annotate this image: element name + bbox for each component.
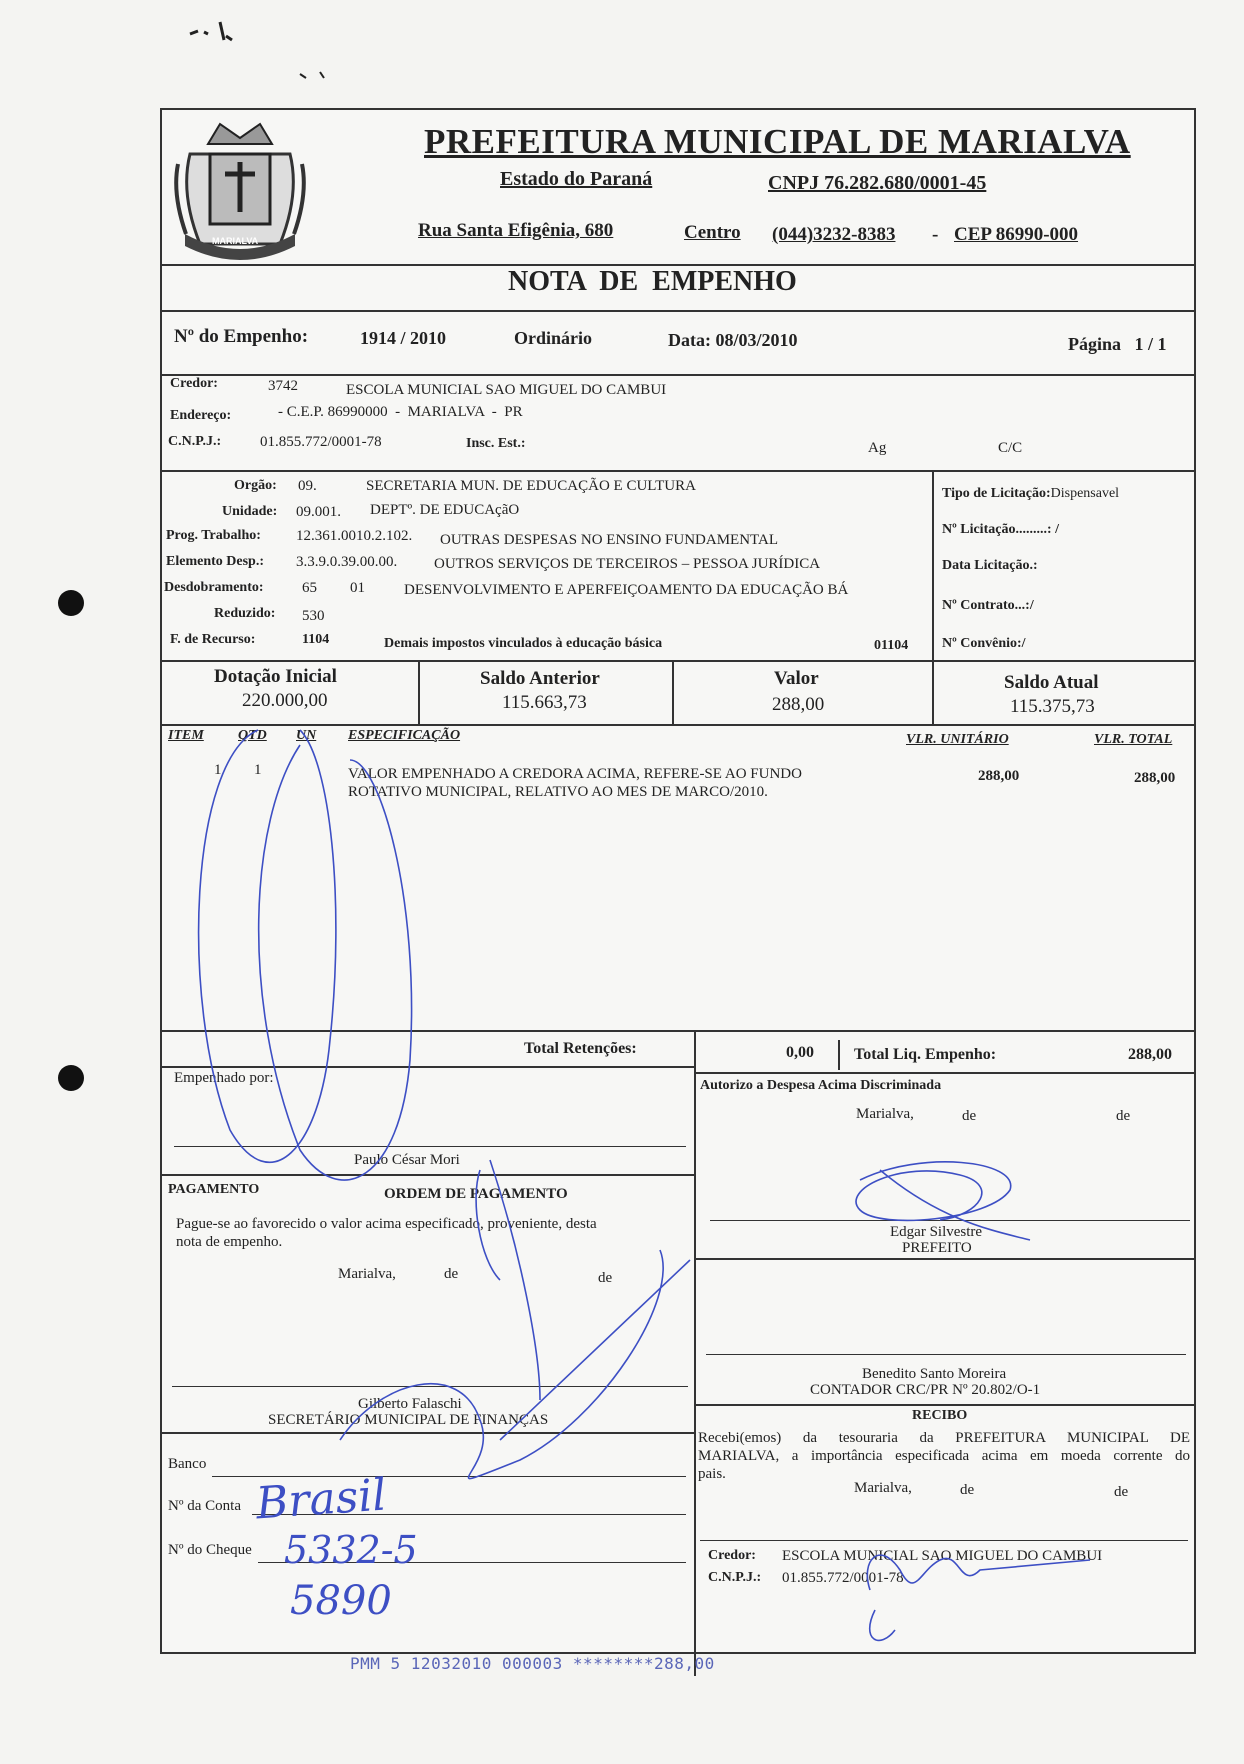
pagamento-place: Marialva, (338, 1266, 396, 1282)
header-title: PREFEITURA MUNICIPAL DE MARIALVA (424, 122, 1131, 161)
pagamento-label: PAGAMENTO (168, 1182, 260, 1197)
recibo-text-line3: pais. (698, 1466, 726, 1482)
recibo-credor-name: ESCOLA MUNICIAL SAO MIGUEL DO CAMBUI (782, 1548, 1103, 1564)
item-qty: 1 (254, 762, 262, 778)
header-cnpj: CNPJ 76.282.680/0001-45 (768, 172, 987, 194)
prog-trabalho-code: 12.361.0010.2.102. (296, 528, 413, 544)
pagamento-de2: de (598, 1270, 613, 1286)
handwritten-account-number: 5332-5 (284, 1528, 418, 1572)
secretario-name: Gilberto Falaschi (358, 1396, 462, 1412)
total-liquido-label: Total Liq. Empenho: (854, 1046, 997, 1063)
item-spec-line1: VALOR EMPENHADO A CREDORA ACIMA, REFERE-SE AO FUNDO (348, 766, 802, 782)
recibo-text-line1: Recebi(emos) da tesouraria da PREFEITURA MUNICIPAL DE (698, 1430, 1190, 1446)
autorizo-de2: de (1116, 1108, 1131, 1124)
credor-code: 3742 (268, 378, 298, 394)
recibo-cnpj-label: C.N.P.J.: (708, 1570, 762, 1585)
credor-label: Credor: (170, 376, 218, 391)
unidade-code: 09.001. (296, 504, 341, 520)
ag-label: Ag (868, 440, 887, 456)
prog-trabalho-name: OUTRAS DESPESAS NO ENSINO FUNDAMENTAL (440, 532, 778, 548)
saldo-anterior-value: 115.663,73 (502, 692, 587, 713)
col-total-header: VLR. TOTAL (1094, 732, 1173, 747)
header-cep: CEP 86990-000 (954, 224, 1079, 245)
address-label: Endereço: (170, 408, 232, 423)
licitacao-type-label: Tipo de Licitação: (942, 486, 1051, 501)
licitacao-number: Nº Licitação.........: / (942, 522, 1059, 537)
banco-label: Banco (168, 1456, 207, 1472)
orgao-code: 09. (298, 478, 317, 494)
autorizo-place: Marialva, (856, 1106, 914, 1122)
document-title: NOTA DE EMPENHO (508, 266, 797, 297)
valor-value: 288,00 (772, 694, 825, 715)
unidade-label: Unidade: (222, 504, 278, 519)
contrato-number: Nº Contrato...:/ (942, 598, 1034, 613)
convenio-number: Nº Convênio:/ (942, 636, 1026, 651)
pagamento-text-line1: Pague-se ao favorecido o valor acima especificado, proveniente, desta (176, 1216, 597, 1232)
address-value: - C.E.P. 86990000 - MARIALVA - PR (278, 404, 523, 420)
contador-role: CONTADOR CRC/PR Nº 20.802/O-1 (810, 1382, 1041, 1398)
recibo-signature (867, 1555, 1090, 1640)
recurso-code: 1104 (302, 632, 330, 647)
recibo-text-line2: MARIALVA, a importância especificada acima em moeda corrente do (698, 1448, 1190, 1464)
dotacao-inicial-label: Dotação Inicial (214, 666, 337, 687)
desdobramento-code1: 65 (302, 580, 317, 596)
reduzido-label: Reduzido: (214, 606, 276, 621)
saldo-anterior-label: Saldo Anterior (480, 668, 600, 689)
cheque-label: Nº do Cheque (168, 1542, 252, 1558)
recurso-name: Demais impostos vinculados à educação básica (384, 636, 663, 651)
autorizo-label: Autorizo a Despesa Acima Discriminada (700, 1078, 942, 1093)
recibo-de1: de (960, 1482, 975, 1498)
cnpj-label: C.N.P.J.: (168, 434, 222, 449)
elemento-label: Elemento Desp.: (166, 554, 264, 569)
cnpj-value: 01.855.772/0001-78 (260, 434, 382, 450)
reduzido-value: 530 (302, 608, 325, 624)
ordem-pagamento-label: ORDEM DE PAGAMENTO (384, 1186, 568, 1202)
orgao-name: SECRETARIA MUN. DE EDUCAÇÃO E CULTURA (366, 478, 696, 494)
secretario-role: SECRETÁRIO MUNICIPAL DE FINANÇAS (268, 1412, 549, 1428)
dotacao-inicial-value: 220.000,00 (242, 690, 328, 711)
empenhado-por-name: Paulo César Mori (354, 1152, 460, 1168)
recibo-place: Marialva, (854, 1480, 912, 1496)
licitacao-type-value: Dispensavel (1050, 486, 1120, 501)
col-qtd-header: QTD (238, 728, 267, 743)
recibo-cnpj-value: 01.855.772/0001-78 (782, 1570, 904, 1586)
pagamento-de1: de (444, 1266, 459, 1282)
conta-label: Nº da Conta (168, 1498, 241, 1514)
empenho-page: Página 1 / 1 (1068, 334, 1167, 354)
col-un-header: UN (296, 728, 317, 743)
contador-name: Benedito Santo Moreira (862, 1366, 1007, 1382)
saldo-atual-value: 115.375,73 (1010, 696, 1095, 717)
recibo-de2: de (1114, 1484, 1129, 1500)
header-state: Estado do Paraná (500, 168, 653, 190)
cash-register-stamp: PMM 5 12032010 000003 ********288,00 (350, 1654, 715, 1673)
insc-est-label: Insc. Est.: (466, 436, 526, 451)
item-number: 1 (214, 762, 222, 778)
pagamento-text-line2: nota de empenho. (176, 1234, 283, 1250)
desdobramento-name: DESENVOLVIMENTO E APERFEIÇOAMENTO DA EDUCAÇÃO BÁ (404, 582, 849, 598)
header-separator: - (932, 224, 939, 245)
empenhado-signature (199, 730, 412, 1180)
empenho-number: 1914 / 2010 (360, 328, 447, 348)
credor-name: ESCOLA MUNICIAL SAO MIGUEL DO CAMBUI (346, 382, 667, 398)
item-total-value: 288,00 (1134, 770, 1176, 786)
handwritten-bank-name: Brasil (254, 1469, 388, 1530)
saldo-atual-label: Saldo Atual (1004, 672, 1099, 693)
col-item-header: ITEM (168, 728, 204, 743)
orgao-label: Orgão: (234, 478, 277, 493)
header-district: Centro (684, 222, 741, 243)
recibo-credor-label: Credor: (708, 1548, 756, 1563)
cc-label: C/C (998, 440, 1023, 456)
municipal-logo-banner-text: MARIALVA (212, 236, 259, 246)
prefeito-signature (856, 1162, 1030, 1240)
prog-trabalho-label: Prog. Trabalho: (166, 528, 261, 543)
item-spec-line2: ROTATIVO MUNICIPAL, RELATIVO AO MES DE MARCO/2010. (348, 784, 768, 800)
col-unit-header: VLR. UNITÁRIO (906, 732, 1009, 747)
empenho-date: Data: 08/03/2010 (668, 330, 798, 350)
col-spec-header: ESPECIFICAÇÃO (348, 728, 461, 743)
prefeito-role: PREFEITO (902, 1240, 972, 1256)
unidade-name: DEPTº. DE EDUCAçãO (370, 502, 520, 518)
elemento-code: 3.3.9.0.39.00.00. (296, 554, 398, 570)
recibo-label: RECIBO (912, 1408, 968, 1423)
desdobramento-code2: 01 (350, 580, 365, 596)
empenhado-por-label: Empenhado por: (174, 1070, 274, 1086)
total-retencoes-label: Total Retenções: (524, 1040, 637, 1057)
elemento-name: OUTROS SERVIÇOS DE TERCEIROS – PESSOA JURÍDICA (434, 556, 821, 572)
total-liquido-value: 288,00 (1128, 1046, 1172, 1063)
valor-label: Valor (774, 668, 819, 689)
prefeito-name: Edgar Silvestre (890, 1224, 983, 1240)
empenho-number-label: Nº do Empenho: (174, 326, 309, 347)
item-unit-value: 288,00 (978, 768, 1020, 784)
header-street: Rua Santa Efigênia, 680 (418, 220, 614, 241)
recurso-code2: 01104 (874, 638, 909, 653)
total-retencoes-value: 0,00 (786, 1044, 814, 1061)
desdobramento-label: Desdobramento: (164, 580, 264, 595)
handwritten-cheque-number: 5890 (290, 1578, 392, 1624)
empenho-type: Ordinário (514, 328, 593, 348)
secretario-signature (340, 1160, 690, 1479)
header-phone: (044)3232-8383 (772, 224, 896, 245)
licitacao-date: Data Licitação.: (942, 558, 1038, 573)
autorizo-de1: de (962, 1108, 977, 1124)
recurso-label: F. de Recurso: (170, 632, 256, 647)
